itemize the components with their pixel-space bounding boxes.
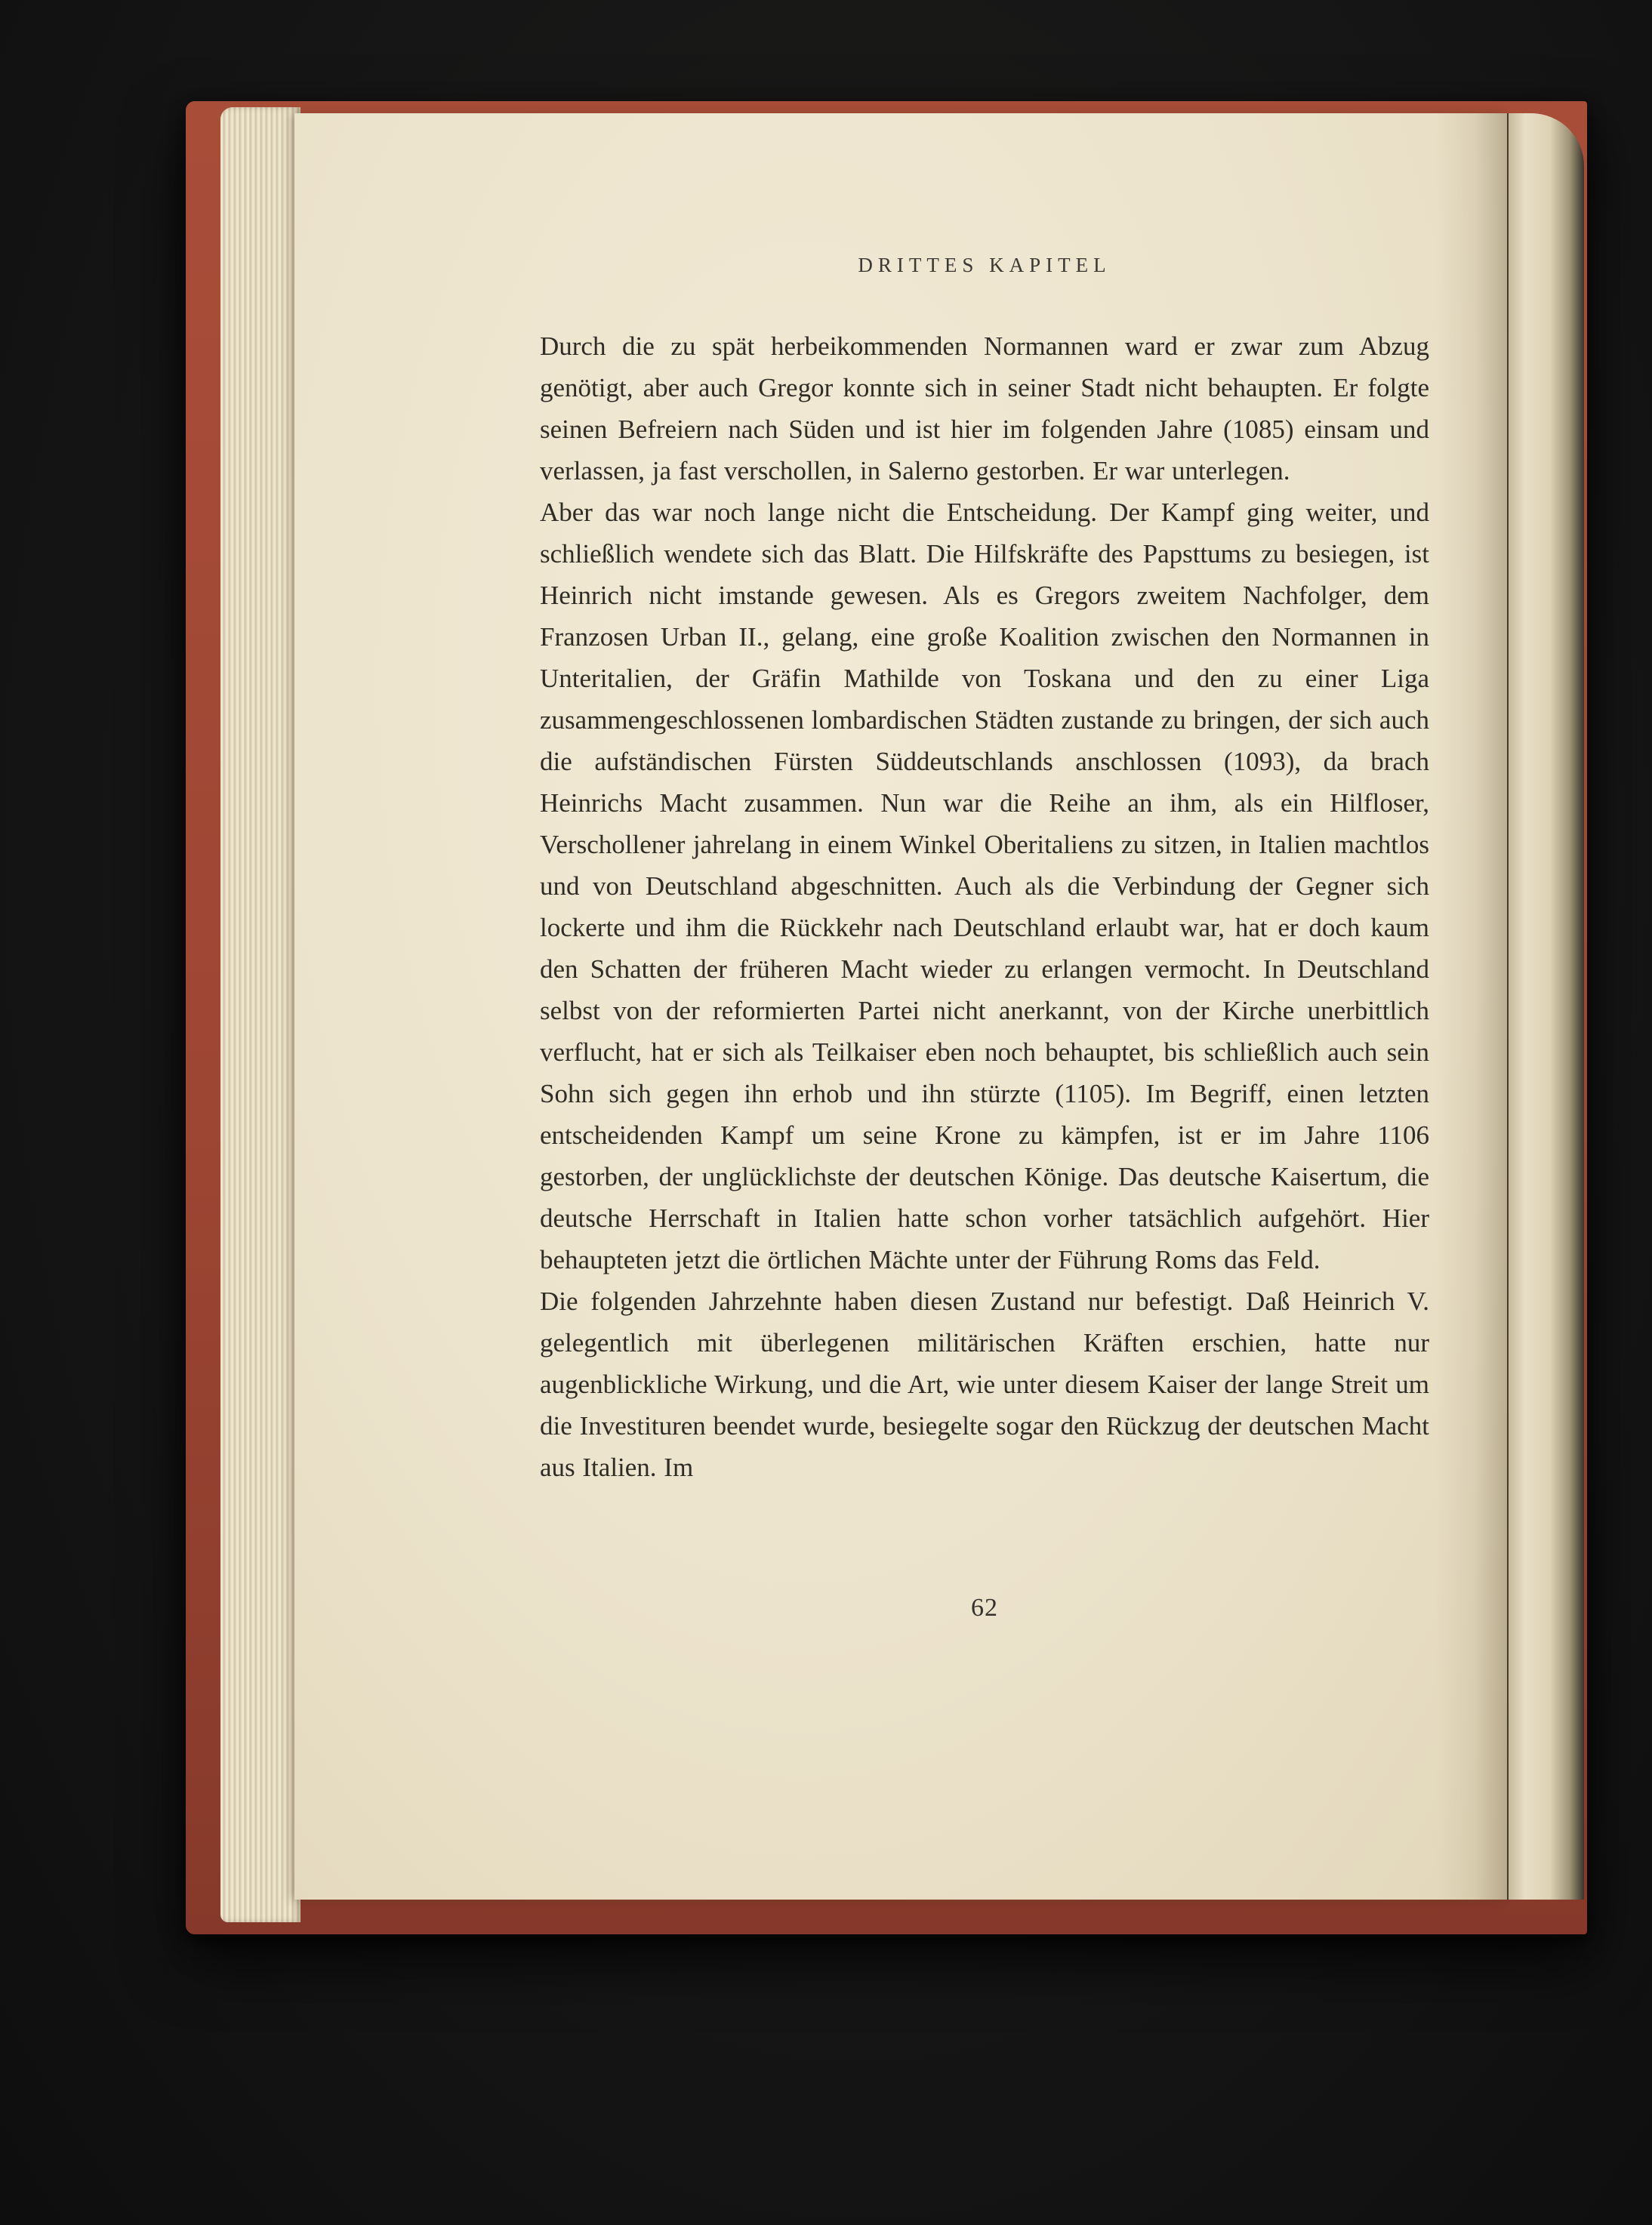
gutter-shadow — [1435, 113, 1507, 1900]
chapter-header: DRITTES KAPITEL — [858, 254, 1111, 276]
book — [186, 101, 1587, 1934]
facing-page-edge — [1507, 113, 1584, 1900]
page-number: 62 — [971, 1594, 998, 1622]
paragraph: Aber das war noch lange nicht die Entscheidung. Der Kampf ging weiter, und schließlich wendete sich das Blatt. Die Hilfskräfte des Papsttums zu besiegen, ist Heinrich nicht imstande gewesen. Als es Gregors zweitem Nachfolger, dem Franzosen Urban II., gelang, eine große Koalition zwischen den Normannen in Unteritalien, der Gräfin Mathilde von Toskana und den zu einer Liga zusammengeschlossenen lombardischen Städten zustande zu bringen, der sich auch die aufständischen Fürsten Süddeutschlands anschlossen (1093), da brach Heinrichs Macht zusammen. Nun war die Reihe an ihm, als ein Hilfloser, Verschollener jahrelang in einem Winkel Oberitaliens zu sitzen, in Italien machtlos und von Deutschland abgeschnitten. Auch als die Verbindung der Gegner sich lockerte und ihm die Rückkehr nach Deutschland erlaubt war, hat er doch kaum den Schatten der früheren Macht wieder zu erlangen vermocht. In Deutschland selbst von der reformierten Partei nicht anerkannt, von der Kirche unerbittlich verflucht, hat er sich als Teilkaiser eben noch behauptet, bis schließlich auch sein Sohn sich gegen ihn erhob und ihn stürzte (1105). Im Begriff, einen letzten entscheidenden Kampf um seine Krone zu kämpfen, ist er im Jahre 1106 gestorben, der unglücklichste der deutschen Könige. Das deutsche Kaisertum, die deutsche Herrschaft in Italien hatte schon vorher tatsächlich aufgehört. Hier behaupteten jetzt die örtlichen Mächte unter der Führung Roms das Feld. — [540, 498, 1429, 1274]
paragraph: Die folgenden Jahrzehnte haben diesen Zustand nur befestigt. Daß Heinrich V. gelegentlich mit überlegenen militärischen Kräften erschien, hatte nur augenblickliche Wirkung, und die Art, wie unter diesem Kaiser der lange Streit um die Investituren beendet wurde, besiegelte sogar den Rückzug der deutschen Macht aus Italien. Im — [540, 1287, 1429, 1482]
page-content — [540, 254, 1429, 1623]
book-page-left — [294, 113, 1507, 1900]
paragraph: Durch die zu spät herbeikommenden Normannen ward er zwar zum Abzug genötigt, aber auch Gregor konnte sich in seiner Stadt nicht behaupten. Er folgte seinen Befreiern nach Süden und ist hier im folgenden Jahre (1085) einsam und verlassen, ja fast verschollen, in Salerno gestorben. Er war unterlegen. — [540, 331, 1429, 485]
page-stack-edges — [220, 107, 301, 1922]
body-text — [540, 325, 1429, 1488]
